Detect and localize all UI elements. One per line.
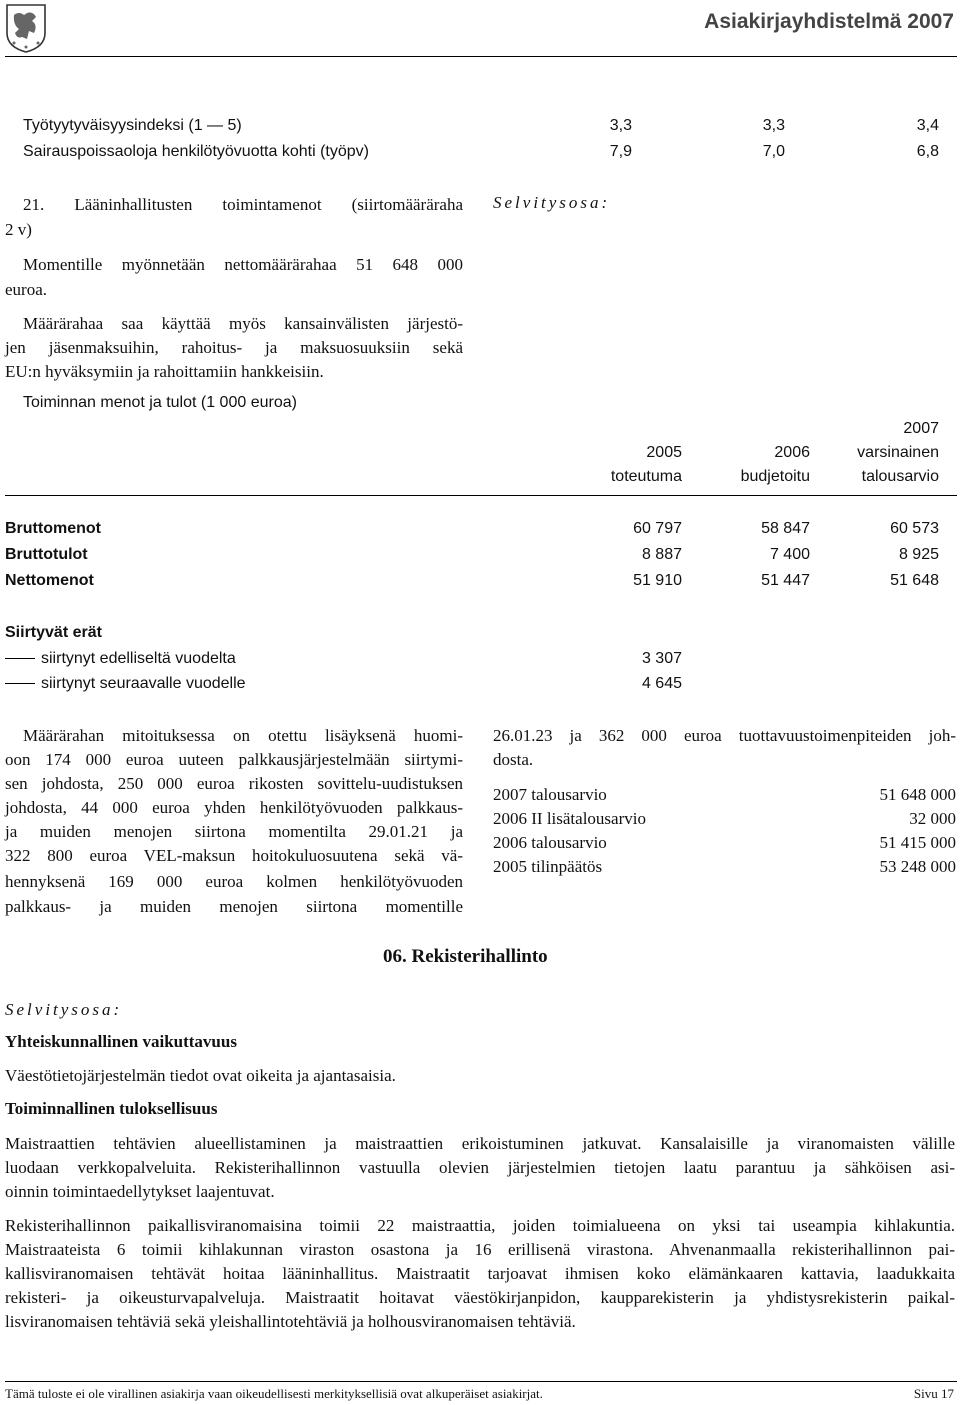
indicator-value-2005: 7,9 (609, 143, 632, 160)
section-06-heading: 06. Rekisterihallinto (383, 946, 548, 967)
text-line: kallisviranomaisen tehtävät hoitaa lääninhallitus. Maistraatit tarjoavat ihmisen koko elämänkaaren kattavia, laadukkaita (5, 1264, 955, 1283)
text-line: Määrärahan mitoituksessa on otettu lisäyksenä huomi- (23, 726, 463, 745)
selvitysosa-label: Selvitysosa: (5, 1000, 123, 1019)
text-line: 322 800 euroa VEL-maksun hoitokuluosuutena sekä vä- (5, 846, 463, 865)
budget-label: 2006 talousarvio (493, 833, 607, 852)
row-label: Bruttomenot (5, 520, 101, 537)
dash-mark (5, 683, 35, 684)
indicator-label: Työtyytyväisyysindeksi (1 — 5) (23, 117, 242, 134)
selvitysosa-label: Selvitysosa: (493, 193, 611, 212)
budget-value: 51 648 000 (879, 785, 956, 804)
col-2007-sub2: talousarvio (861, 468, 939, 485)
budget-label: 2006 II lisätalousarvio (493, 809, 646, 828)
row-value-2005: 51 910 (633, 572, 682, 589)
ops-table-rule (5, 495, 957, 496)
transfer-label: siirtynyt seuraavalle vuodelle (41, 675, 246, 692)
row-value-2006: 51 447 (761, 572, 810, 589)
section-21-heading-line2: 2 v) (5, 220, 32, 239)
transfer-label: siirtynyt edelliseltä vuodelta (41, 650, 236, 667)
text-line: hennyksenä 169 000 euroa kolmen henkilötyövuoden (5, 872, 463, 891)
footer-rule (5, 1381, 957, 1382)
text-line: 26.01.23 ja 362 000 euroa tuottavuustoimenpiteiden joh- (493, 726, 956, 745)
page-number: Sivu 17 (913, 1386, 954, 1401)
col-2007-year: 2007 (903, 420, 939, 437)
section-21-para1-line1: Momentille myönnetään nettomäärärahaa 51 648 000 (23, 255, 463, 274)
indicator-value-2007: 3,4 (916, 117, 939, 134)
text-line: oinnin toimintaedellytykset laajentuvat. (5, 1182, 275, 1201)
footer-disclaimer: Tämä tuloste ei ole virallinen asiakirja vaan oikeudellisesti merkityksellisiä ovat alkuperäiset asiakirjat. (5, 1386, 543, 1401)
text-line: Maistraateista 6 toimii kihlakunnan viraston osastona ja 16 erillisenä virastona. Ahvenanmaalla rekisterihallinnon pai- (5, 1240, 955, 1259)
row-value-2007: 51 648 (890, 572, 939, 589)
text-line: rekisteri- ja oikeusturvapalveluja. Maistraatit hoitavat väestökirjanpidon, kaupparekisterin ja yhdistysrekisterin paikal- (5, 1288, 955, 1307)
col-2006-sub: budjetoitu (740, 468, 810, 485)
budget-value: 53 248 000 (879, 857, 956, 876)
dash-mark (5, 658, 35, 659)
section-21-heading-line1: 21. Lääninhallitusten toimintamenot (siirtomääräraha (23, 195, 463, 214)
col-2005-year: 2005 (646, 444, 682, 461)
header-rule (5, 56, 957, 57)
budget-label: 2005 tilinpäätös (493, 857, 603, 876)
row-label: Bruttotulot (5, 546, 88, 563)
row-value-2007: 8 925 (898, 546, 939, 563)
budget-value: 32 000 (909, 809, 956, 828)
indicator-value-2007: 6,8 (916, 143, 939, 160)
row-value-2005: 60 797 (633, 520, 682, 537)
transfer-value: 3 307 (641, 650, 682, 667)
transfer-row (5, 675, 246, 693)
text-line: luodaan verkkopalveluita. Rekisterihallinnon vastuulla olevien järjestelmien tietojen laatu parantuu ja sähköisen asi- (5, 1158, 955, 1177)
ops-table-title: Toiminnan menot ja tulot (1 000 euroa) (23, 394, 297, 411)
indicator-label: Sairauspoissaoloja henkilötyövuotta kohti (työpv) (23, 143, 369, 160)
budget-value: 51 415 000 (879, 833, 956, 852)
text-line: johdosta, 44 000 euroa yhden henkilötyövuoden palkkaus- (5, 798, 463, 817)
budget-label: 2007 talousarvio (493, 785, 607, 804)
row-value-2005: 8 887 (641, 546, 682, 563)
section-21-para2-line3: EU:n hyväksymiin ja rahoittamiin hankkeisiin. (5, 362, 324, 381)
col-2007-sub1: varsinainen (857, 444, 939, 461)
document-title: Asiakirjayhdistelmä 2007 (704, 10, 954, 33)
text-line: palkkaus- ja muiden menojen siirtona momentille (5, 897, 463, 916)
transfer-value: 4 645 (641, 675, 682, 692)
text-line: ja muiden menojen siirtona momentilta 29.01.21 ja (5, 822, 463, 841)
subheading-impact: Yhteiskunnallinen vaikuttavuus (5, 1032, 237, 1051)
col-2005-sub: toteutuma (610, 468, 682, 485)
row-value-2007: 60 573 (890, 520, 939, 537)
indicator-value-2006: 3,3 (762, 117, 785, 134)
text-line: oon 174 000 euroa uuteen palkkausjärjestelmään siirtymi- (5, 750, 463, 769)
indicator-value-2005: 3,3 (609, 117, 632, 134)
impact-text: Väestötietojärjestelmän tiedot ovat oikeita ja ajantasaisia. (5, 1066, 396, 1085)
indicator-value-2006: 7,0 (762, 143, 785, 160)
coat-of-arms-logo (5, 3, 47, 53)
col-2006-year: 2006 (774, 444, 810, 461)
text-line: Rekisterihallinnon paikallisviranomaisina toimii 22 maistraattia, joiden toimialueena on yksi tai useampia kihlakuntia. (5, 1216, 955, 1235)
text-line: lisviranomaisen tehtäviä sekä yleishallintotehtäviä ja holhousviranomaisen tehtäviä. (5, 1312, 576, 1331)
text-line: Maistraattien tehtävien alueellistaminen ja maistraattien erikoistuminen jatkuvat. Kansalaisille ja viranomaisten välille (5, 1134, 955, 1153)
row-value-2006: 7 400 (769, 546, 810, 563)
section-21-para2-line2: jen jäsenmaksuihin, rahoitus- ja maksuosuuksiin sekä (5, 338, 463, 357)
text-line: dosta. (493, 750, 534, 769)
section-21-para1-line2: euroa. (5, 280, 48, 299)
row-label: Nettomenot (5, 572, 94, 589)
subheading-performance: Toiminnallinen tuloksellisuus (5, 1099, 218, 1118)
transfers-title: Siirtyvät erät (5, 624, 102, 641)
text-line: sen johdosta, 250 000 euroa rikosten sovittelu-uudistuksen (5, 774, 463, 793)
transfer-row (5, 650, 236, 668)
section-21-para2-line1: Määrärahaa saa käyttää myös kansainvälisten järjestö- (23, 314, 463, 333)
row-value-2006: 58 847 (761, 520, 810, 537)
